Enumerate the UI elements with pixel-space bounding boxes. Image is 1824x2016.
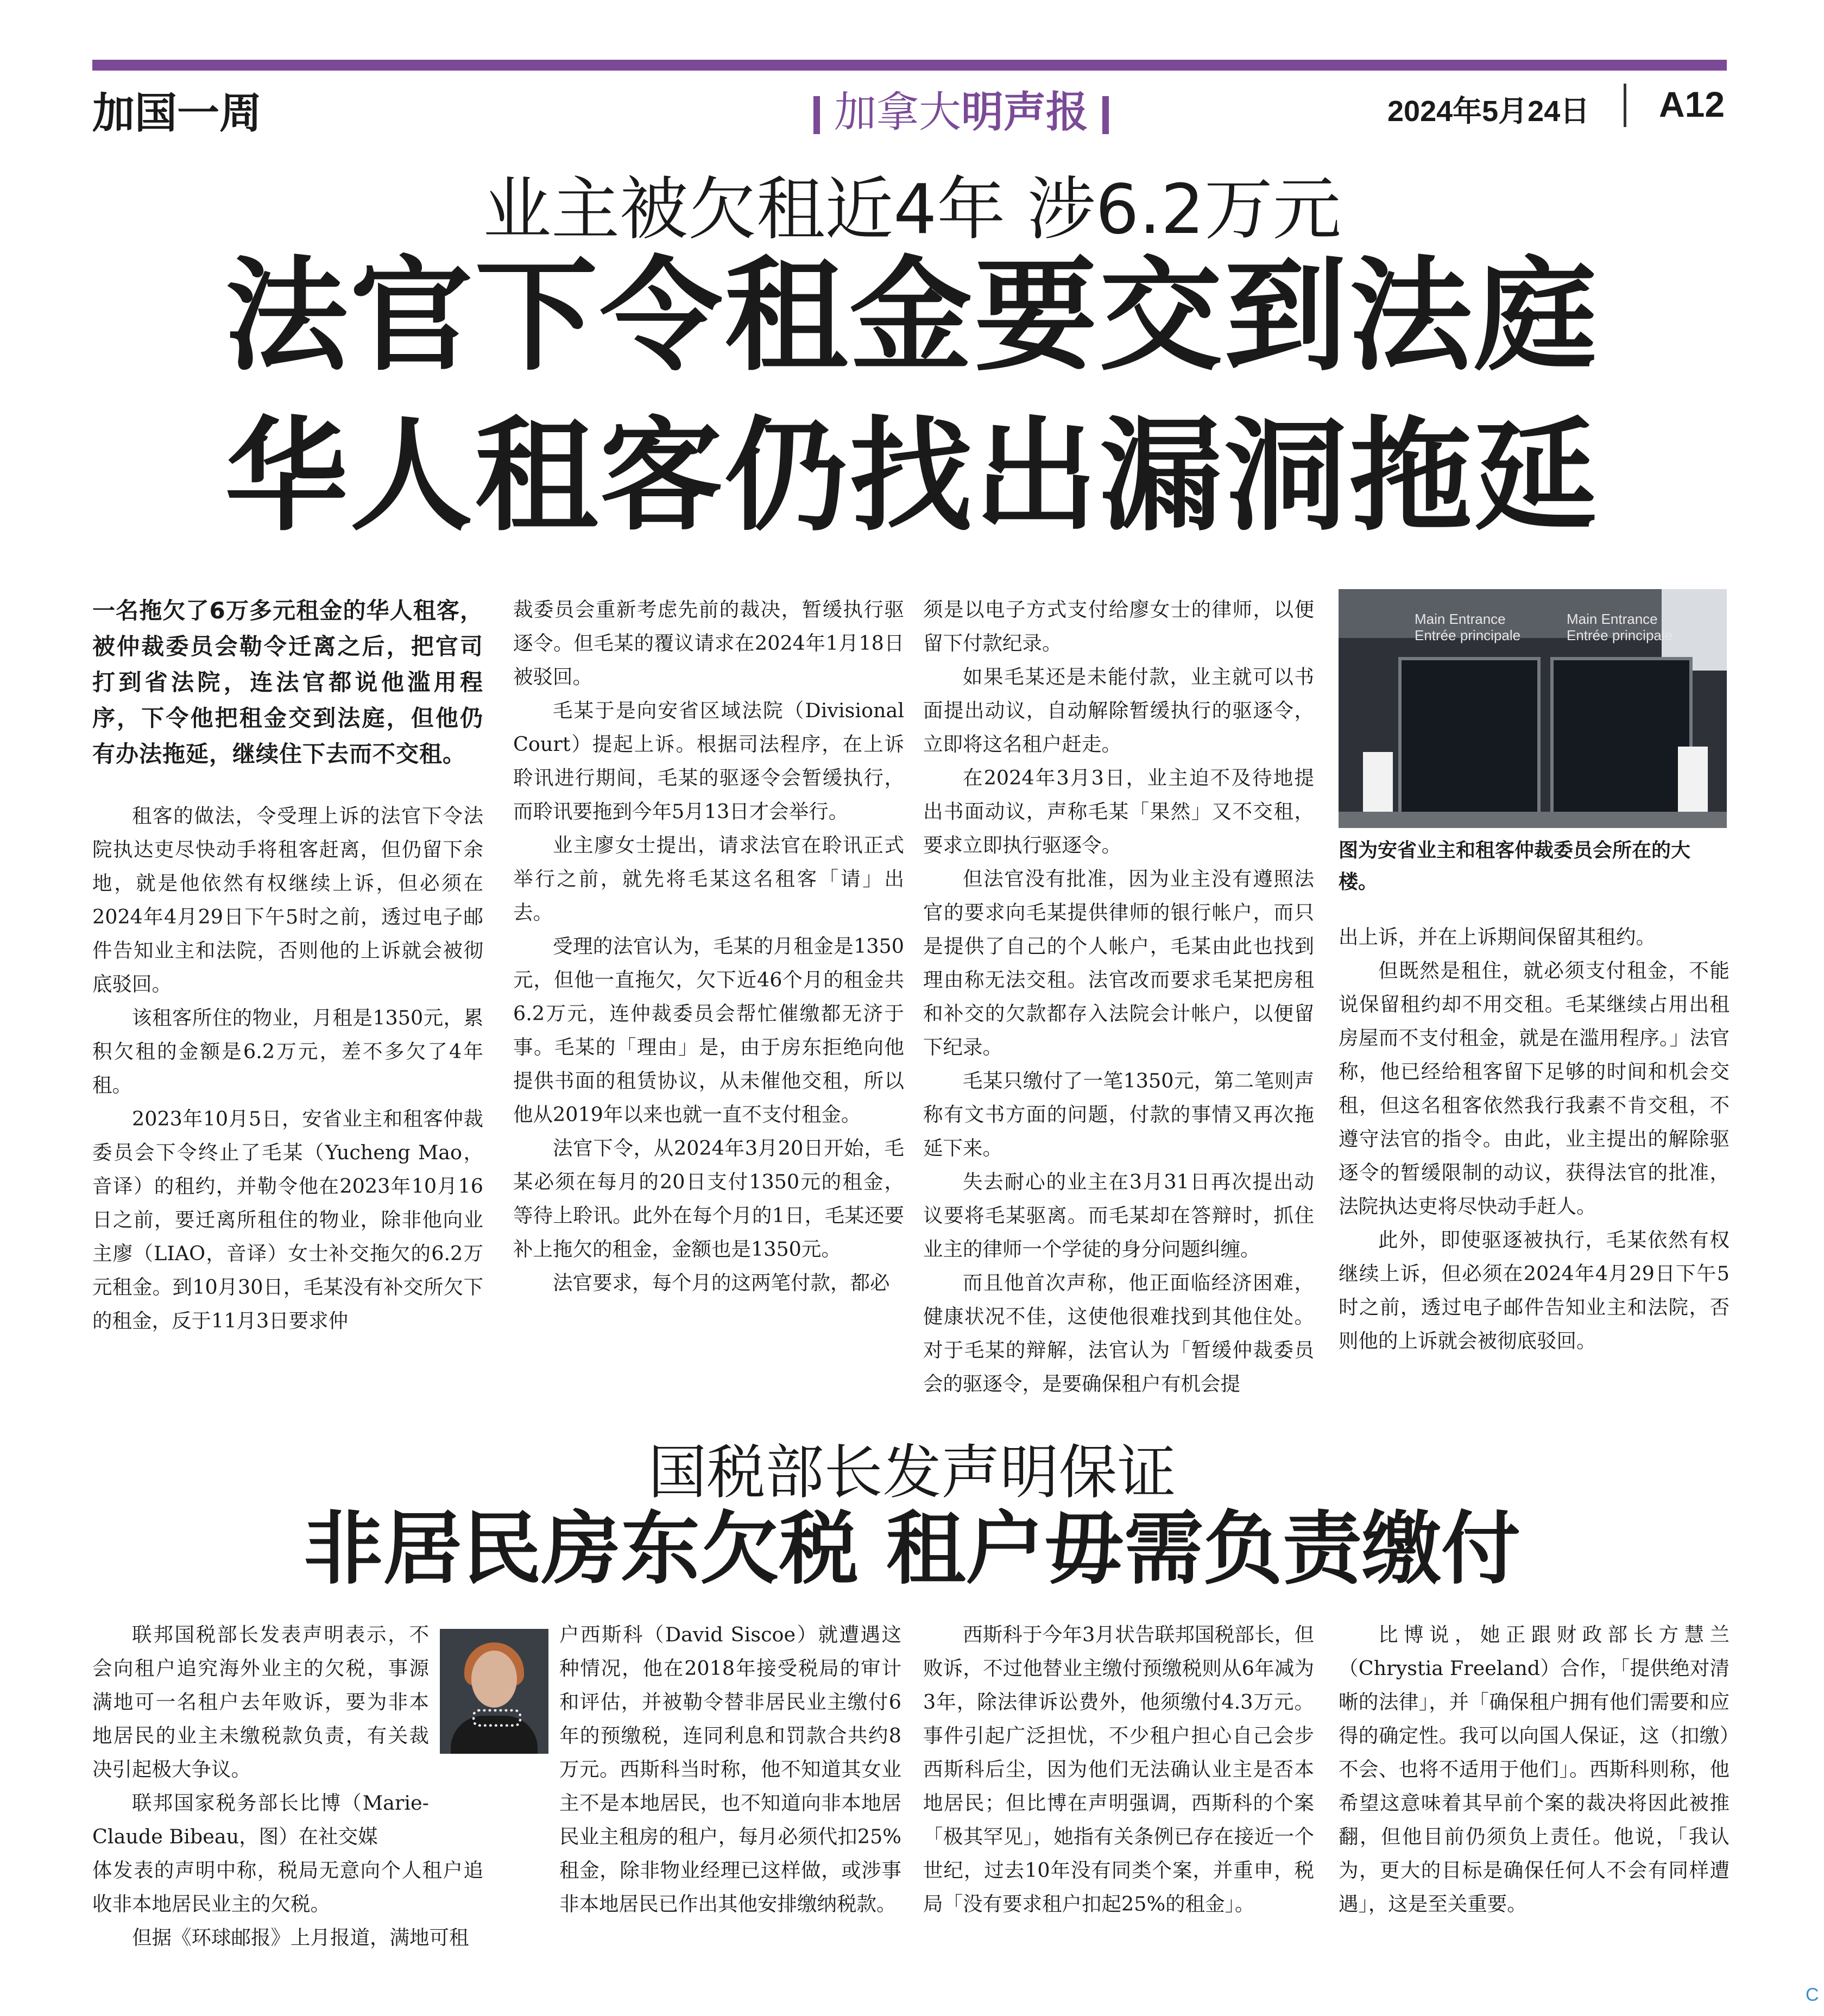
photo-sidewalk	[1339, 812, 1727, 828]
sign-text: Entrée principale	[1567, 627, 1673, 643]
paragraph: 业主廖女士提出，请求法官在聆讯正式举行之前，就先将毛某这名租客「请」出去。	[513, 833, 904, 924]
article1-headline-line2: 华人租客仍找出漏洞拖延	[225, 405, 1599, 548]
photo-caption: 图为安省业主和租客仲裁委员会所在的大楼。	[1339, 839, 1691, 893]
corner-mark: C	[1806, 1985, 1819, 2005]
paragraph: 联邦国家税务部长比博（Marie-Claude Bibeau，图）在社交媒	[92, 1791, 429, 1848]
text-beside-portrait	[92, 1618, 429, 1854]
posted-notice	[1678, 747, 1708, 812]
header-divider	[1624, 84, 1626, 127]
paragraph: 西斯科于今年3月状告联邦国税部长，但败诉，不过他替业主缴付预缴税则从6年减为3年，除法律诉讼费外，他须缴付4.3万元。事件引起广泛担忧，不少租户担心自己会步西斯科后尘，因为他们无法确认业主是否本地居民；但比博在声明强调，西斯科的个案「极其罕见」，她指有关条例已存在接近一个世纪，过去10年没有同类个案，并重申，税局「没有要求租户扣起25%的租金」。	[923, 1623, 1314, 1916]
paragraph: 法官要求，每个月的这两笔付款，都必	[553, 1271, 890, 1294]
article2-column-4	[1339, 1618, 1730, 1921]
paragraph: 裁委员会重新考虑先前的裁决，暂缓执行驱逐令。但毛某的覆议请求在2024年1月18日被驳回。	[513, 598, 904, 688]
paragraph: 但法官没有批准，因为业主没有遵照法官的要求向毛某提供律师的银行帐户，而只是提供了自己的个人帐户，毛某由此也找到理由称无法交租。法官改而要求毛某把房租和补交的欠款都存入法院会计帐户，以便留下纪录。	[923, 867, 1314, 1059]
masthead-bar-right	[1102, 96, 1109, 134]
article1-column-2	[513, 593, 904, 1300]
sign-text: Entrée principale	[1415, 627, 1521, 643]
article1-kicker: 业主被欠租近4年 涉6.2万元	[483, 169, 1341, 249]
minister-portrait	[440, 1629, 548, 1754]
article1-column-3	[923, 593, 1314, 1401]
paragraph: 此外，即使驱逐被执行，毛某依然有权继续上诉，但必须在2024年4月29日下午5时之前，透过电子邮件告知业主和法院，否则他的上诉就会被彻底驳回。	[1339, 1228, 1730, 1353]
paragraph: 但据《环球邮报》上月报道，满地可租	[132, 1926, 469, 1949]
glass-door-right	[1550, 657, 1693, 826]
paragraph: 租客的做法，令受理上诉的法官下令法院执达吏尽快动手将租客赶离，但仍留下余地，就是他依然有权继续上诉，但必须在2024年4月29日下午5时之前，透过电子邮件告知业主和法院，否则他的上诉就会被彻底驳回。	[92, 804, 483, 996]
page-number: A12	[1659, 84, 1725, 124]
page-header	[92, 76, 1727, 136]
portrait-face	[471, 1651, 517, 1708]
paragraph: 联邦国税部长发表声明表示，不会向租户追究海外业主的欠税，事源满地可一名租户去年败诉，要为非本地居民的业主未缴税款负责，有关裁决引起极大争议。	[92, 1623, 429, 1781]
paragraph: 须是以电子方式支付给廖女士的律师，以便留下付款纪录。	[923, 598, 1314, 655]
paragraph: 体发表的声明中称，税局无意向个人租户追收非本地居民业主的欠税。	[92, 1859, 483, 1916]
glass-door-left	[1398, 657, 1541, 826]
paragraph: 如果毛某还是未能付款，业主就可以书面提出动议，自动解除暂缓执行的驱逐令，立即将这名租户赶走。	[923, 665, 1314, 756]
posted-notice	[1363, 752, 1393, 812]
paragraph: 在2024年3月3日，业主迫不及待地提出书面动议，声称毛某「果然」又不交租，要求立即执行驱逐令。	[923, 766, 1314, 857]
paragraph: 户西斯科（David Siscoe）就遭遇这种情况，他在2018年接受税局的审计和评估，并被勒令替非居民业主缴付6年的预缴税，连同利息和罚款合共约8万元。西斯科当时称，他不知道其女业主不是本地居民，也不知道向非本地居民业主租房的租户，每月必须代扣25%租金，除非物业经理已这样做，或涉事非本地居民已作出其他安排缴纳税款。	[559, 1623, 901, 1916]
article2-column-2	[559, 1618, 901, 1921]
paragraph: 毛某只缴付了一笔1350元，第二笔则声称有文书方面的问题，付款的事情又再次拖延下来。	[923, 1069, 1314, 1160]
article2-column-1	[92, 1618, 483, 1955]
paragraph: 失去耐心的业主在3月31日再次提出动议要将毛某驱离。而毛某却在答辩时，抓住业主的律师一个学徒的身分问题纠缠。	[923, 1170, 1314, 1261]
masthead-plain: 加拿大	[834, 88, 961, 137]
sign-text: Main Entrance	[1415, 611, 1506, 627]
portrait-necklace	[472, 1709, 521, 1727]
paragraph: 出上诉，并在上诉期间保留其租约。	[1339, 925, 1656, 949]
masthead	[744, 78, 1178, 139]
masthead-bar-left	[813, 96, 820, 134]
paragraph: 受理的法官认为，毛某的月租金是1350元，但他一直拖欠，欠下近46个月的租金共6.2万元，连仲裁委员会帮忙催缴都无济于事。毛某的「理由」是，由于房东拒绝向他提供书面的租赁协议，从未催他交租，所以他从2019年以来也就一直不支付租金。	[513, 934, 904, 1126]
article2-headline: 非居民房东欠税 租户毋需负责缴付	[304, 1503, 1520, 1595]
paragraph: 比博说，她正跟财政部长方慧兰（Chrystia Freeland）合作，「提供绝对清晰的法律」，并「确保租户拥有他们需要和应得的确定性。我可以向国人保证，这（扣缴）不会、也将不适用于他们」。西斯科则称，他希望这意味着其早前个案的裁决将因此被推翻，但他目前仍须负上责任。他说，「我认为，更大的目标是确保任何人不会有同样遭遇」，这是至关重要。	[1339, 1623, 1730, 1916]
masthead-bold: 明声报	[961, 88, 1089, 137]
paragraph: 该租客所住的物业，月租是1350元，累积欠租的金额是6.2万元，差不多欠了4年租。	[92, 1006, 483, 1097]
top-rule	[92, 60, 1727, 71]
paragraph: 2023年10月5日，安省业主和租客仲裁委员会下令终止了毛某（Yucheng Mao，音译）的租约，并勒令他在2023年10月16日之前，要迁离所租住的物业，除非他向业主廖（LIAO，音译）女士补交拖欠的6.2万元租金。到10月30日，毛某没有补交所欠下的租金，反于11月3日要求仲	[92, 1107, 483, 1332]
paragraph: 但既然是租住，就必须支付租金，不能说保留租约却不用交租。毛某继续占用出租房屋而不支付租金，就是在滥用程序。」法官称，他已经给租客留下足够的时间和机会交租，但这名租客依然我行我素不肯交租，不遵守法官的指令。由此，业主提出的解除驱逐令的暂缓限制的动议，获得法官的批准，法院执达吏将尽快动手赶人。	[1339, 959, 1730, 1218]
paragraph: 法官下令，从2024年3月20日开始，毛某必须在每月的20日支付1350元的租金，等待上聆讯。此外在每个月的1日，毛某还要补上拖欠的租金，金额也是1350元。	[513, 1136, 904, 1261]
paragraph: 而且他首次声称，他正面临经济困难，健康状况不佳，这使他很难找到其他住处。对于毛某的辩解，法官认为「暂缓仲裁委员会的驱逐令，是要确保租户有机会提	[923, 1271, 1314, 1395]
building-entrance-photo	[1339, 589, 1727, 828]
article2-kicker: 国税部长发声明保证	[648, 1439, 1176, 1507]
article1-column-4	[1339, 920, 1730, 1358]
issue-date: 2024年5月24日	[1387, 95, 1590, 128]
article1-column-1	[92, 593, 483, 1338]
article2-column-3	[923, 1618, 1314, 1921]
sign-text: Main Entrance	[1567, 611, 1658, 627]
paragraph: 毛某于是向安省区域法院（Divisional Court）提起上诉。根据司法程序，在上诉聆讯进行期间，毛某的驱逐令会暂缓执行，而聆讯要拖到今年5月13日才会举行。	[513, 699, 904, 823]
article1-lead: 一名拖欠了6万多元租金的华人租客，被仲裁委员会勒令迁离之后，把官司打到省法院，连法官都说他滥用程序，下令他把租金交到法庭，但他仍有办法拖延，继续住下去而不交租。	[92, 597, 483, 767]
entrance-sign-left	[1415, 611, 1520, 643]
article1-headline-line1: 法官下令租金要交到法庭	[225, 245, 1599, 388]
entrance-sign-right	[1567, 611, 1672, 643]
section-name: 加国一周	[92, 89, 262, 138]
